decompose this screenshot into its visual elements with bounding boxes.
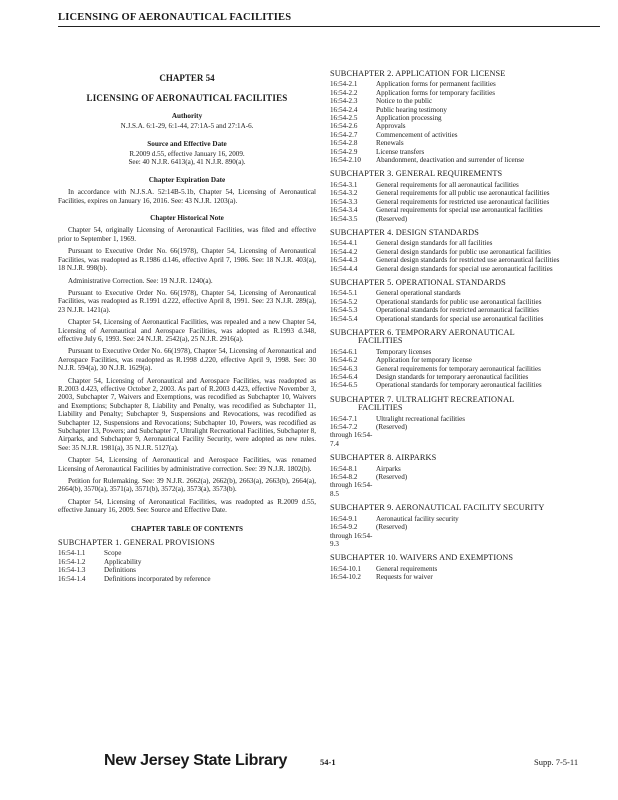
page-number: 54-1 [320,757,336,767]
subchapter-heading-text: SUBCHAPTER 6. TEMPORARY AERONAUTICAL [330,327,515,337]
toc-entry [330,189,590,197]
running-head: LICENSING OF AERONAUTICAL FACILITIES [58,12,292,23]
expiration-text: In accordance with N.J.S.A. 52:14B-5.1b, Chapter 54, Licensing of Aeronautical Facilities, expires on January 16, 2016. See: 43 N.J.R. 1203(a). [58,188,316,205]
section-title: General requirements for all aeronautical facilities [376,180,519,189]
section-number: 16:54-1.3 [58,566,86,575]
section-number: 16:54-2.7 [330,130,358,139]
section-title: Operational standards for special use aeronautical facilities [376,314,544,323]
toc-entry [330,315,590,323]
section-number: 16:54-2.8 [330,139,358,148]
section-title: Temporary licenses [376,347,432,356]
section-number: 16:54-5.4 [330,314,358,323]
subchapter-toc [330,415,590,449]
section-title: Abandonment, deactivation and surrender of license [376,156,525,165]
toc-entry [330,415,590,423]
subchapter-toc [330,289,590,323]
section-title: Definitions [104,566,136,575]
subchapter-heading-text: SUBCHAPTER 7. ULTRALIGHT RECREATIONAL [330,394,515,404]
toc-entry [330,114,590,122]
section-number: 16:54-6.4 [330,373,358,381]
section-title: Scope [104,549,122,558]
section-number: 16:54-5.2 [330,297,358,306]
header-rule [58,26,600,27]
section-title: Airparks [376,464,401,473]
toc-entry [330,423,590,448]
section-number: 16:54-3.2 [330,189,358,198]
section-title: Operational standards for public use aeronautical facilities [376,297,542,306]
toc-entry [330,373,590,381]
history-paragraph: Chapter 54, Licensing of Aeronautical Facilities, was readopted as R.2009 d.55, effective January 16, 2009. See: Source and Effective Date. [58,497,316,515]
history-notes [58,226,316,514]
section-title: (Reserved) [376,473,408,482]
section-title: General requirements for restricted use aeronautical facilities [376,197,550,206]
subchapter-toc [330,465,590,499]
section-number: 16:54-2.2 [330,88,358,97]
subchapter-heading [330,279,590,287]
section-number: 16:54-2.9 [330,147,358,156]
toc-entry [330,139,590,147]
section-number: 16:54-6.2 [330,356,358,365]
subchapter-heading [330,229,590,237]
section-number: 16:54-6.1 [330,347,358,356]
section-title: General design standards for all facilities [376,239,493,248]
authority-text: N.J.S.A. 6:1-29, 6:1-44, 27:1A-5 and 27:1A-6. [120,122,254,131]
subchapter-heading-text: SUBCHAPTER 3. GENERAL REQUIREMENTS [330,169,503,179]
history-paragraph: Petition for Rulemaking. See: 39 N.J.R. 2662(a), 2662(b), 2663(a), 2663(b), 2664(a), 2664(b), 3570(a), 3571(a), 3571(b), 3572(a), 3573(a), 3573(b). [58,477,316,494]
toc-entry [330,215,590,223]
section-number: 16:54-1.4 [58,574,86,583]
section-number: 16:54-1.1 [58,549,86,558]
toc-entry [58,575,316,583]
section-title: Application processing [376,114,442,123]
supplement-date: Supp. 7-5-11 [534,757,579,767]
subchapter-toc [330,565,590,582]
toc-entry [330,156,590,164]
toc-entry [330,365,590,373]
toc-entry [330,239,590,247]
section-title: Applicability [104,557,142,566]
history-paragraph: Pursuant to Executive Order No. 66(1978), Chapter 54, Licensing of Aeronautical Facilities, was readopted as R.1986 d.146, effective April 7, 1986. See: 18 N.J.R. 403(a), 18 N.J.R. 998(b). [58,247,316,273]
subchapter-heading-text: SUBCHAPTER 10. WAIVERS AND EXEMPTIONS [330,553,514,563]
toc-entry [330,298,590,306]
subchapter-heading-text: SUBCHAPTER 2. APPLICATION FOR LICENSE [330,69,506,78]
toc-entry [330,198,590,206]
source-line-1: R.2009 d.55, effective January 16, 2009. [129,150,245,159]
history-paragraph: Administrative Correction. See: 19 N.J.R. 1240(a). [68,276,213,285]
toc-heading: CHAPTER TABLE OF CONTENTS [130,524,243,533]
subchapter-heading-text: SUBCHAPTER 9. AERONAUTICAL FACILITY SECURITY [330,503,545,513]
section-title: Design standards for temporary aeronautical facilities [376,373,529,381]
section-title: Public hearing testimony [376,105,447,114]
toc-entry [330,289,590,297]
toc-entry [330,256,590,264]
toc-entry [330,80,590,88]
library-watermark: New Jersey State Library [104,752,288,769]
section-title: General operational standards [376,289,461,298]
history-paragraph: Chapter 54, Licensing of Aeronautical and Aerospace Facilities, was readopted as R.2003 d.423, effective October 2, 2003. As part of R.2003 d.423, effective November 3, 2003, Subchapter 7, Waivers and Exemptions, was recodified as Subchapter 10, Waivers and Exemptions; Subchapter 8, Liability and Penalty, was recodified as Subchapter 11, Liability and Penalty; Subchapter 9, Suspensions and Revocations, was recodified as Subchapter 12, Suspensions and Revocations; Subchapter 10, Powers, was recodified as Subchapter 13, Powers; and Subchapter 7, Ultralight Recreational Facilities, Subchapter 8, Airparks, and Subchapter 9, Aeronautical Facility Security, were adopted as new rules. See: 35 N.J.R. 1981(a), 35 N.J.R. 5127(a). [58,376,316,452]
subchapter-toc [330,181,590,223]
section-number: 16:54-2.6 [330,122,358,131]
subchapter-1-heading: SUBCHAPTER 1. GENERAL PROVISIONS [58,538,215,548]
subchapter-toc [330,239,590,273]
toc-entry [330,515,590,523]
section-title: License transfers [376,147,425,156]
section-title: Application for temporary license [376,356,472,365]
toc-entry [330,573,590,581]
section-title: (Reserved) [376,423,408,432]
section-title: Application forms for temporary facilities [376,88,495,97]
section-title: Operational standards for temporary aeronautical facilities [376,381,542,390]
authority-heading: Authority [171,111,203,120]
toc-entry [330,89,590,97]
section-title: Notice to the public [376,97,433,106]
expiration-heading: Chapter Expiration Date [148,175,226,184]
section-number: 16:54-3.4 [330,206,358,215]
section-number: 16:54-9.1 [330,514,358,523]
section-title: Operational standards for restricted aeronautical facilities [376,306,539,315]
subchapter-heading-text: FACILITIES [358,336,403,346]
history-heading: Chapter Historical Note [150,214,224,223]
section-title: General design standards for restricted use aeronautical facilities [376,256,560,265]
right-column [330,70,590,582]
section-number: 16:54-9.2 through 16:54-9.3 [330,523,373,548]
subchapter-heading [330,170,590,178]
subchapter-heading [330,454,590,462]
section-number: 16:54-10.1 [330,564,361,573]
toc-entry [330,181,590,189]
section-title: General requirements for all public use aeronautical facilities [376,189,550,198]
section-title: Application forms for permanent facilities [376,80,496,89]
toc-entry [58,549,316,557]
section-title: General requirements [376,564,438,573]
section-number: 16:54-2.5 [330,114,358,123]
section-number: 16:54-4.3 [330,256,358,265]
subchapter-heading-text: FACILITIES [358,403,403,413]
history-paragraph: Chapter 54, Licensing of Aeronautical Facilities, was repealed and a new Chapter 54, Licensing of Aeronautical and Aerospace Facilities, was adopted as R.1993 d.348, effective July 6, 1993. See: 24 N.J.R. 2542(a), 25 N.J.R. 2916(a). [58,318,316,343]
section-number: 16:54-1.2 [58,557,86,566]
subchapter-heading-text: SUBCHAPTER 5. OPERATIONAL STANDARDS [330,277,506,287]
section-number: 16:54-8.1 [330,464,358,473]
subchapter-toc [330,515,590,549]
history-paragraph: Chapter 54, originally Licensing of Aeronautical Facilities, was filed and effective prior to September 1, 1969. [58,226,316,243]
chapter-number: CHAPTER 54 [159,73,215,83]
section-number: 16:54-8.2 through 16:54-8.5 [330,473,373,498]
section-title: General requirements for temporary aeronautical facilities [376,364,541,373]
subchapter-heading [330,554,590,562]
section-number: 16:54-7.2 through 16:54-7.4 [330,423,373,448]
section-number: 16:54-2.4 [330,105,358,114]
toc-entry [330,248,590,256]
subchapter-heading [330,504,590,512]
history-paragraph: Chapter 54, Licensing of Aeronautical and Aerospace Facilities, was renamed Licensing of Aeronautical Facilities by administrative correction. See: 39 N.J.R. 1802(b). [58,456,316,473]
subchapter-heading-text: SUBCHAPTER 8. AIRPARKS [330,453,437,463]
toc-entry [330,131,590,139]
section-title: Aeronautical facility security [376,514,459,523]
toc-entry [330,306,590,314]
history-paragraph: Pursuant to Executive Order No. 66(1978), Chapter 54, Licensing of Aeronautical Facilities, was readopted as R.1991 d.222, effective April 8, 1991. See: 23 N.J.R. 289(a), 23 N.J.R. 1421(a). [58,288,316,314]
section-title: (Reserved) [376,523,408,532]
section-number: 16:54-2.1 [330,80,358,89]
section-title: (Reserved) [376,214,408,223]
toc-entry [330,148,590,156]
section-title: Approvals [376,122,406,131]
toc-entry [330,381,590,389]
source-heading: Source and Effective Date [147,139,227,148]
toc-entry [330,206,590,214]
toc-entry [330,106,590,114]
section-title: General requirements for special use aeronautical facilities [376,206,543,215]
section-number: 16:54-4.1 [330,239,358,248]
toc-entry [330,565,590,573]
toc-entry [330,348,590,356]
left-column [58,70,316,583]
section-number: 16:54-10.2 [330,573,361,582]
section-title: Definitions incorporated by reference [104,574,211,583]
history-paragraph: Pursuant to Executive Order No. 66(1978), Chapter 54, Licensing of Aeronautical and Aerospace Facilities, was readopted as R.1998 d.220, effective April 9, 1998. See: 30 N.J.R. 594(a), 30 N.J.R. 1629(a). [58,347,316,373]
section-number: 16:54-6.3 [330,364,358,373]
section-title: General design standards for special use aeronautical facilities [376,264,553,273]
section-number: 16:54-5.3 [330,306,358,315]
section-title: Renewals [376,139,404,148]
subchapter-heading [330,329,590,346]
section-number: 16:54-7.1 [330,414,358,423]
toc-entry [330,356,590,364]
section-number: 16:54-2.3 [330,97,358,106]
subchapter-1-toc [58,549,316,583]
section-number: 16:54-2.10 [330,156,361,165]
subchapter-toc [330,348,590,390]
section-title: Ultralight recreational facilities [376,414,466,423]
toc-entry [330,122,590,130]
section-title: Commencement of activities [376,130,458,139]
chapter-title: LICENSING OF AERONAUTICAL FACILITIES [86,93,288,104]
subchapter-heading [330,70,590,78]
subchapter-heading [330,396,590,413]
section-number: 16:54-3.5 [330,214,358,223]
toc-entry [330,465,590,473]
section-number: 16:54-5.1 [330,289,358,298]
subchapter-heading-text: SUBCHAPTER 4. DESIGN STANDARDS [330,227,479,237]
section-number: 16:54-3.1 [330,180,358,189]
section-title: Requests for waiver [376,573,433,582]
toc-entry [330,473,590,498]
toc-entry [330,523,590,548]
toc-entry [330,97,590,105]
section-number: 16:54-3.3 [330,197,358,206]
section-number: 16:54-4.4 [330,264,358,273]
section-number: 16:54-4.2 [330,247,358,256]
section-number: 16:54-6.5 [330,381,358,390]
toc-entry [58,566,316,574]
toc-entry [58,558,316,566]
source-line-2: See: 40 N.J.R. 6413(a), 41 N.J.R. 890(a). [128,158,246,167]
toc-entry [330,265,590,273]
section-title: General design standards for public use aeronautical facilities [376,247,551,256]
subchapter-toc [330,80,590,164]
